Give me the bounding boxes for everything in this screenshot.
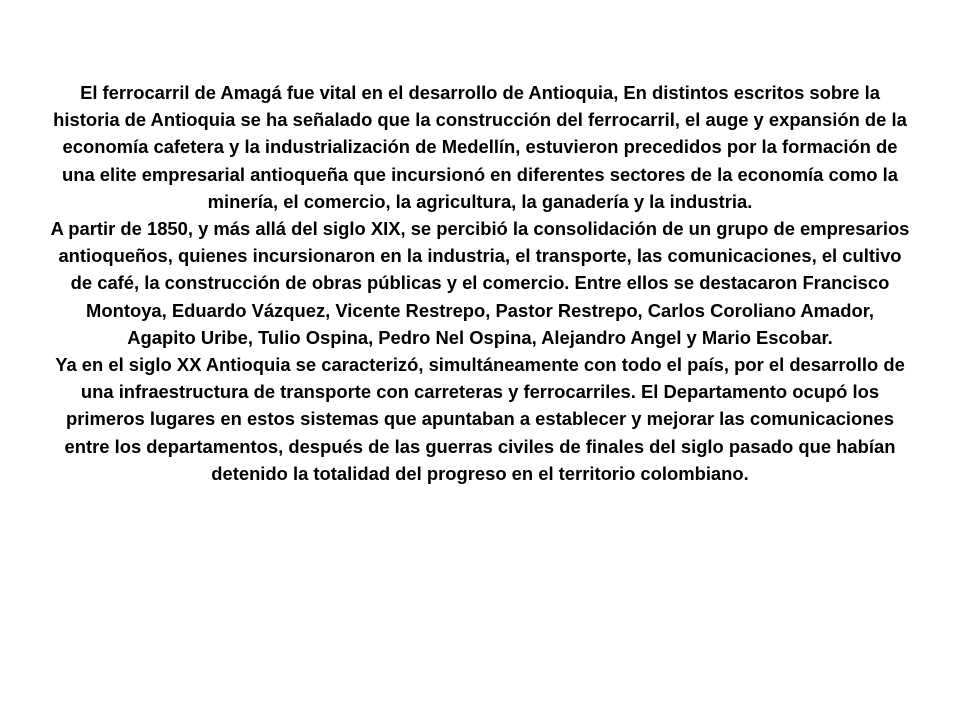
paragraph-siglo-xx: Ya en el siglo XX Antioquia se caracterizó, simultáneamente con todo el país, por el desarrollo de una infraestructura de transporte con carreteras y ferrocarriles. El Departamento ocupó los primeros lugares en estos sistemas que apuntaban a establecer y mejorar las comunicaciones entre los departamentos, después de las guerras civiles de finales del siglo pasado que habían detenido la totalidad del progreso en el territorio colombiano. — [55, 354, 905, 484]
slide-text-body — [50, 79, 910, 487]
paragraph-ferrocarril-amaga: El ferrocarril de Amagá fue vital en el desarrollo de Antioquia, En distintos escritos sobre la historia de Antioquia se ha señalado que la construcción del ferrocarril, el auge y expansión de la economía cafetera y la industrialización de Medellín, estuvieron precedidos por la formación de una elite empresarial antioqueña que incursionó en diferentes sectores de la economía como la minería, el comercio, la agricultura, la ganadería y la industria. — [53, 82, 907, 212]
paragraph-empresarios-1850: A partir de 1850, y más allá del siglo XIX, se percibió la consolidación de un grupo de empresarios antioqueños, quienes incursionaron en la industria, el transporte, las comunicaciones, el cultivo de café, la construcción de obras públicas y el comercio. Entre ellos se destacaron Francisco Montoya, Eduardo Vázquez, Vicente Restrepo, Pastor Restrepo, Carlos Coroliano Amador, Agapito Uribe, Tulio Ospina, Pedro Nel Ospina, Alejandro Angel y Mario Escobar. — [50, 218, 910, 348]
